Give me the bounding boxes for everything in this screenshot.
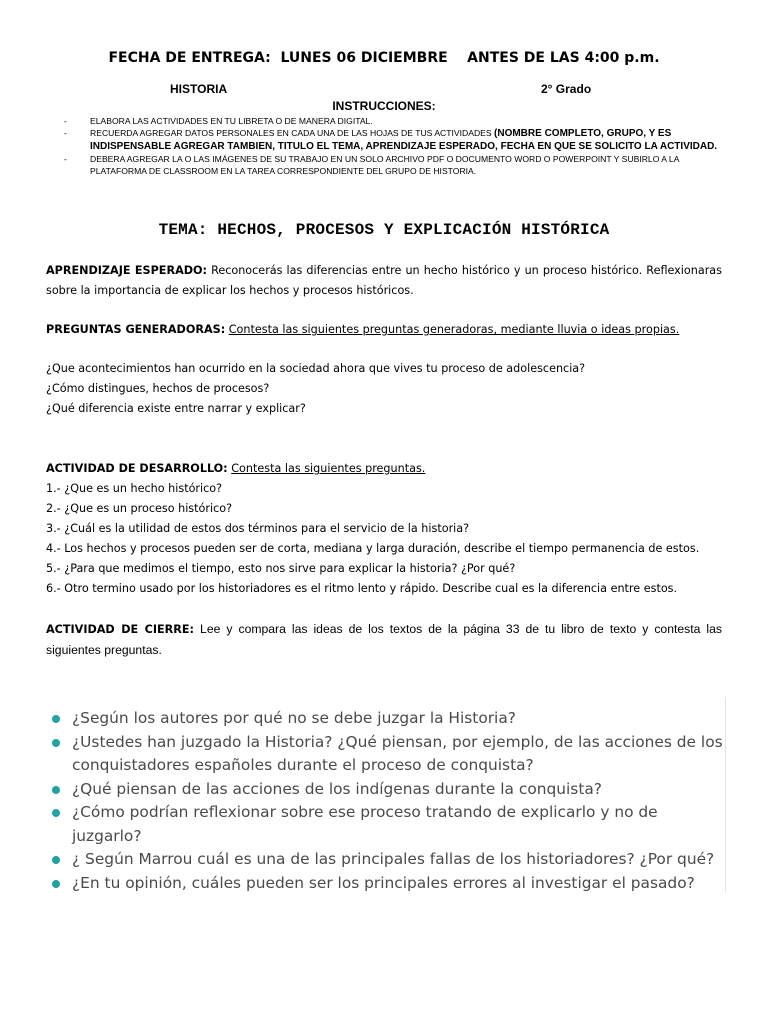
textbook-question-text: ¿Qué piensan de las acciones de los indígenas durante la conquista? — [72, 779, 602, 798]
textbook-question — [42, 872, 725, 896]
desarrollo-section — [46, 459, 722, 599]
aprendizaje-text: Reconocerás las diferencias entre un hecho histórico y un proceso histórico. Reflexionaras sobre la importancia de explicar los hechos y procesos históricos. — [46, 264, 722, 297]
question-item: ¿Qué diferencia existe entre narrar y explicar? — [46, 402, 306, 415]
aprendizaje-label: APRENDIZAJE ESPERADO: — [46, 264, 207, 277]
bullet-dot-icon — [52, 856, 60, 864]
instruction-item — [62, 115, 726, 127]
textbook-question — [42, 801, 725, 848]
textbook-question-text: ¿Ustedes han juzgado la Historia? ¿Qué piensan, por ejemplo, de las acciones de los conquistadores españoles durante el proceso de conquista? — [72, 732, 723, 774]
deadline-heading: FECHA DE ENTREGA: LUNES 06 DICIEMBRE ANTES DE LAS 4:00 p.m. — [108, 50, 660, 66]
dash-bullet: - — [64, 154, 67, 164]
question-item: 4.- Los hechos y procesos pueden ser de corta, mediana y larga duración, describe el tiempo permanencia de estos. — [46, 542, 700, 555]
textbook-question — [42, 707, 725, 731]
topic-title: TEMA: HECHOS, PROCESOS Y EXPLICACIÓN HISTÓRICA — [158, 221, 610, 239]
question-item: ¿Que acontecimientos han ocurrido en la sociedad ahora que vives tu proceso de adolescencia? — [46, 362, 586, 375]
question-item: 5.- ¿Para que medimos el tiempo, esto nos sirve para explicar la historia? ¿Por qué? — [46, 562, 516, 575]
desarrollo-instruction: Contesta las siguientes preguntas. — [231, 462, 426, 475]
textbook-question — [42, 778, 725, 802]
question-item: 6.- Otro termino usado por los historiadores es el ritmo lento y rápido. Describe cual es la diferencia entre estos. — [46, 582, 678, 595]
instruction-emphasis: (NOMBRE COMPLETO, GRUPO, Y ES INDISPENSABLE AGREGAR TAMBIEN, TITULO EL TEMA, APRENDIZAJE ESPERADO, FECHA EN QUE SE SOLICITO LA ACTIVIDAD. — [90, 128, 718, 152]
bullet-dot-icon — [52, 786, 60, 794]
bullet-dot-icon — [52, 880, 60, 888]
textbook-questions-image — [42, 697, 726, 893]
desarrollo-label: ACTIVIDAD DE DESARROLLO: — [46, 462, 228, 475]
textbook-question-text: ¿En tu opinión, cuáles pueden ser los principales errores al investigar el pasado? — [72, 873, 695, 892]
bullet-dot-icon — [52, 809, 60, 817]
dash-bullet: - — [64, 116, 67, 126]
subject-label: HISTORIA — [170, 82, 228, 96]
textbook-question-text: ¿Cómo podrían reflexionar sobre ese proceso tratando de explicarlo y no de juzgarlo? — [72, 803, 658, 845]
question-item: 1.- ¿Que es un hecho histórico? — [46, 482, 223, 495]
instruction-text: RECUERDA AGREGAR DATOS PERSONALES EN CADA UNA DE LAS HOJAS DE TUS ACTIVIDADES — [90, 128, 495, 138]
preguntas-section — [46, 320, 722, 340]
instruction-item — [62, 153, 726, 177]
dash-bullet: - — [64, 128, 67, 138]
instruction-text: DEBERA AGREGAR LA O LAS IMÁGENES DE SU TRABAJO EN UN SOLO ARCHIVO PDF O DOCUMENTO WORD O POWERPOINT Y SUBIRLO A LA PLATAFORMA DE CLASSROOM EN LA TAREA CORRESPONDIENTE DEL GRUPO DE HISTORIA. — [90, 154, 679, 176]
cierre-text: Lee y compara las ideas de los textos de la página 33 de tu libro de texto y contesta las siguientes preguntas. — [46, 622, 722, 657]
preguntas-instruction: Contesta las siguientes preguntas generadoras, mediante lluvia o ideas propias. — [228, 323, 680, 336]
desarrollo-questions — [46, 479, 722, 599]
bullet-dot-icon — [52, 715, 60, 723]
textbook-question — [42, 848, 725, 872]
textbook-question-text: ¿ Según Marrou cuál es una de las principales fallas de los historiadores? ¿Por qué? — [72, 850, 715, 868]
cierre-label: ACTIVIDAD DE CIERRE: — [46, 623, 195, 636]
aprendizaje-section — [46, 261, 722, 301]
instruction-text: ELABORA LAS ACTIVIDADES EN TU LIBRETA O DE MANERA DIGITAL. — [90, 116, 373, 126]
textbook-question-text: ¿Según los autores por qué no se debe juzgar la Historia? — [72, 709, 516, 727]
preguntas-label: PREGUNTAS GENERADORAS: — [46, 323, 226, 336]
bullet-dot-icon — [52, 739, 60, 747]
textbook-question — [42, 731, 725, 778]
instructions-list — [62, 115, 726, 177]
grade-label: 2° Grado — [541, 82, 592, 96]
textbook-questions-list — [42, 697, 725, 895]
question-item: 3.- ¿Cuál es la utilidad de estos dos términos para el servicio de la historia? — [46, 522, 470, 535]
instructions-title: INSTRUCCIONES: — [332, 99, 436, 113]
generating-questions — [46, 359, 722, 419]
instruction-item — [62, 127, 726, 153]
cierre-section — [46, 619, 722, 661]
question-item: 2.- ¿Que es un proceso histórico? — [46, 502, 233, 515]
question-item: ¿Cómo distingues, hechos de procesos? — [46, 382, 270, 395]
